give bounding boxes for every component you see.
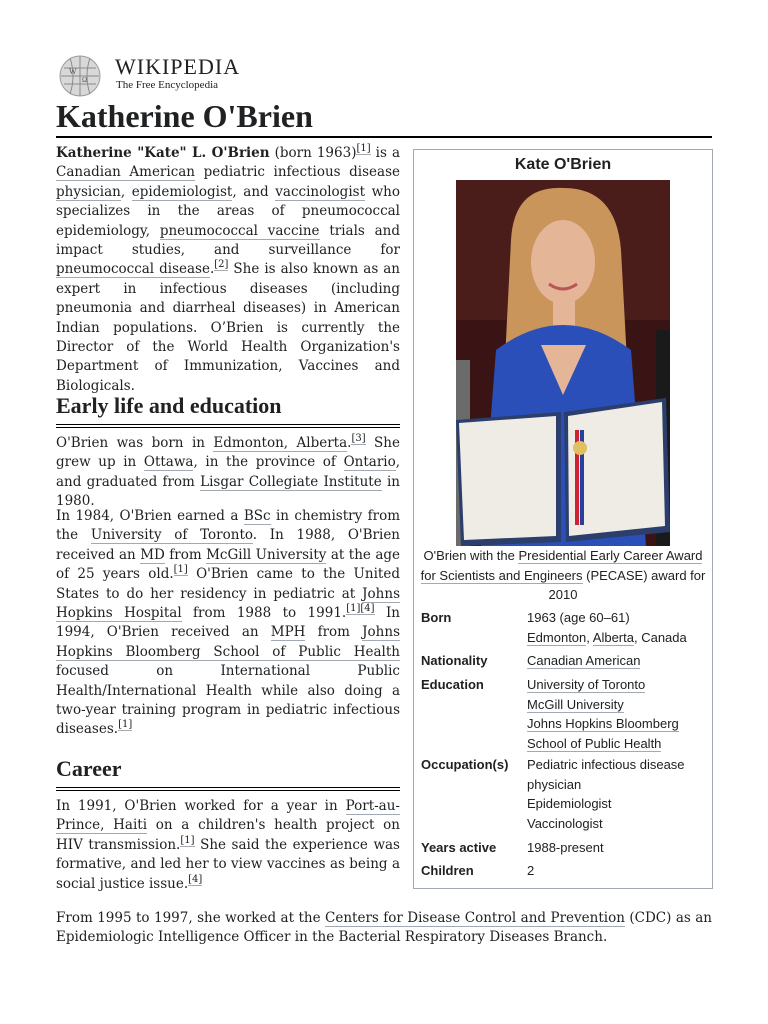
early-life-paragraph-2: In 1984, O'Brien earned a BSc in chemistry from the University of Toronto. In 1988, O'Brien received an MD from McGill University at the age of 25 years old.[1] O'Brien came to the United States to do her residency in pediatric at Johns Hopkins Hospital from 1988 to 1991.[1][4] In 1994, O'Brien received an MPH from Johns Hopkins Bloomberg School of Public Health focused on International Public Health/International Health while also doing a two-year training program in pediatric infectious diseases.[1]: [56, 508, 401, 738]
ref-link[interactable]: [1]: [356, 143, 371, 154]
link-cdc[interactable]: Centers for Disease Control and Prevention: [325, 910, 625, 926]
portrait-photo[interactable]: [456, 180, 670, 546]
link-pneumococcal-disease[interactable]: pneumococcal disease: [56, 261, 210, 278]
link-mph[interactable]: MPH: [270, 624, 306, 641]
link-edu-mcgill[interactable]: McGill University: [527, 696, 624, 712]
occupation-item: Pediatric infectious disease: [527, 757, 685, 772]
ref-link[interactable]: [4]: [188, 873, 203, 885]
link-jh-bloomberg-school[interactable]: Johns Hopkins Bloomberg School of Public Health: [56, 624, 400, 660]
born-date: 1963 (age 60–61): [527, 610, 630, 625]
ref-link[interactable]: [3]: [351, 433, 366, 444]
years-active-label: Years active: [421, 840, 497, 855]
infobox-title: Kate O'Brien: [514, 156, 612, 173]
link-edu-jhu[interactable]: School of Public Health: [527, 735, 662, 751]
career-paragraph-2: From 1995 to 1997, she worked at the Centers for Disease Control and Prevention (CDC) as an Epidemiologic Intelligence Officer in the Bacterial Respiratory Diseases Branch.: [56, 910, 712, 946]
ref-link[interactable]: [1]: [173, 564, 188, 576]
years-active-value: 1988-present: [527, 840, 604, 855]
link-md[interactable]: MD: [140, 546, 165, 563]
link-mcgill[interactable]: McGill University: [206, 546, 327, 563]
section-heading-career: Career: [56, 755, 400, 788]
svg-text:W: W: [69, 67, 77, 76]
ref-link[interactable]: [1]: [118, 719, 133, 731]
svg-text:Ω: Ω: [82, 76, 88, 84]
link-canadian-american[interactable]: Canadian American: [56, 164, 196, 181]
education-label: Education: [421, 677, 484, 692]
link-ottawa[interactable]: Ottawa: [143, 454, 194, 471]
link-edmonton-alberta[interactable]: Edmonton, Alberta: [213, 435, 348, 451]
ref-link[interactable]: [1]: [346, 603, 361, 615]
title-divider: [56, 136, 712, 138]
intro-paragraph: Katherine "Kate" L. O'Brien (born 1963)[1] is a Canadian American pediatric infectious disease physician, epidemiologist, and vaccinologist who specializes in the areas of pneumococcal epidemiology, pneumococcal vaccine trials and impact studies, and surveillance for pneumococcal disease.[2] She is also known as an expert in infectious diseases (including pneumonia and diarrheal diseases) in American Indian populations. O’Brien is currently the Director of the World Health Organization's Department of Immunization, Vaccines and Biologicals.: [56, 143, 401, 394]
wikipedia-tagline: The Free Encyclopedia: [116, 79, 219, 91]
wikipedia-wordmark[interactable]: WIKIPEDIA: [115, 54, 241, 79]
wikipedia-globe-icon[interactable]: [56, 54, 104, 97]
link-pecase[interactable]: Presidential Early Career Award for Scientists and Engineers: [420, 548, 703, 583]
link-university-of-toronto[interactable]: University of Toronto: [90, 527, 253, 544]
link-physician[interactable]: physician: [56, 183, 121, 200]
link-alberta[interactable]: Alberta: [592, 629, 634, 645]
link-epidemiologist[interactable]: epidemiologist: [131, 183, 233, 200]
ref-link[interactable]: [4]: [360, 603, 375, 615]
link-canadian-american[interactable]: Canadian American: [527, 653, 641, 668]
occupation-item: Epidemiologist: [527, 796, 612, 812]
occupation-item: physician: [527, 776, 582, 792]
subject-name: Katherine "Kate" L. O'Brien: [56, 145, 270, 161]
ref-link[interactable]: [1]: [180, 834, 195, 846]
occupation-label: Occupation(s): [421, 757, 509, 772]
ref-link[interactable]: [2]: [214, 259, 229, 271]
infobox-row-born: Born 1963 (age 60–61) Edmonton, Alberta, Canada: [421, 608, 707, 648]
children-label: Children: [421, 863, 474, 878]
link-vaccinologist[interactable]: vaccinologist: [275, 183, 365, 200]
link-edu-jhu[interactable]: Johns Hopkins Bloomberg: [527, 716, 679, 732]
children-value: 2: [527, 863, 535, 878]
born-label: Born: [421, 610, 452, 625]
link-lisgar[interactable]: Lisgar Collegiate Institute: [200, 473, 382, 490]
link-johns-hopkins-hospital[interactable]: Johns Hopkins Hospital: [56, 585, 400, 622]
photo-caption: O'Brien with the Presidential Early Career Award for Scientists and Engineers (PECASE) award for 2010: [420, 548, 706, 602]
link-ontario[interactable]: Ontario: [343, 454, 396, 471]
section-heading-early-life: Early life and education: [56, 392, 400, 425]
nationality-label: Nationality: [421, 653, 488, 668]
link-bsc[interactable]: BSc: [243, 508, 271, 524]
occupation-item: Vaccinologist: [527, 815, 603, 831]
career-paragraph-1: In 1991, O'Brien worked for a year in Port-au-Prince, Haiti on a children's health project on HIV transmission.[1] She said the experience was formative, and led her to view vaccines as being a social justice issue.[4]: [56, 798, 400, 892]
infobox: [413, 149, 713, 889]
link-pneumococcal-vaccine[interactable]: pneumococcal vaccine: [159, 222, 320, 239]
link-edmonton[interactable]: Edmonton: [527, 629, 587, 645]
link-port-au-prince[interactable]: Port-au-Prince, Haiti: [56, 798, 400, 834]
page-title: Katherine O'Brien: [56, 98, 313, 134]
link-edu-toronto[interactable]: University of Toronto: [527, 677, 646, 692]
early-life-paragraph-1: O'Brien was born in Edmonton, Alberta.[3] She grew up in Ottawa, in the province of Ontario, and graduated from Lisgar Collegiate Institute in 1980.: [56, 433, 401, 510]
